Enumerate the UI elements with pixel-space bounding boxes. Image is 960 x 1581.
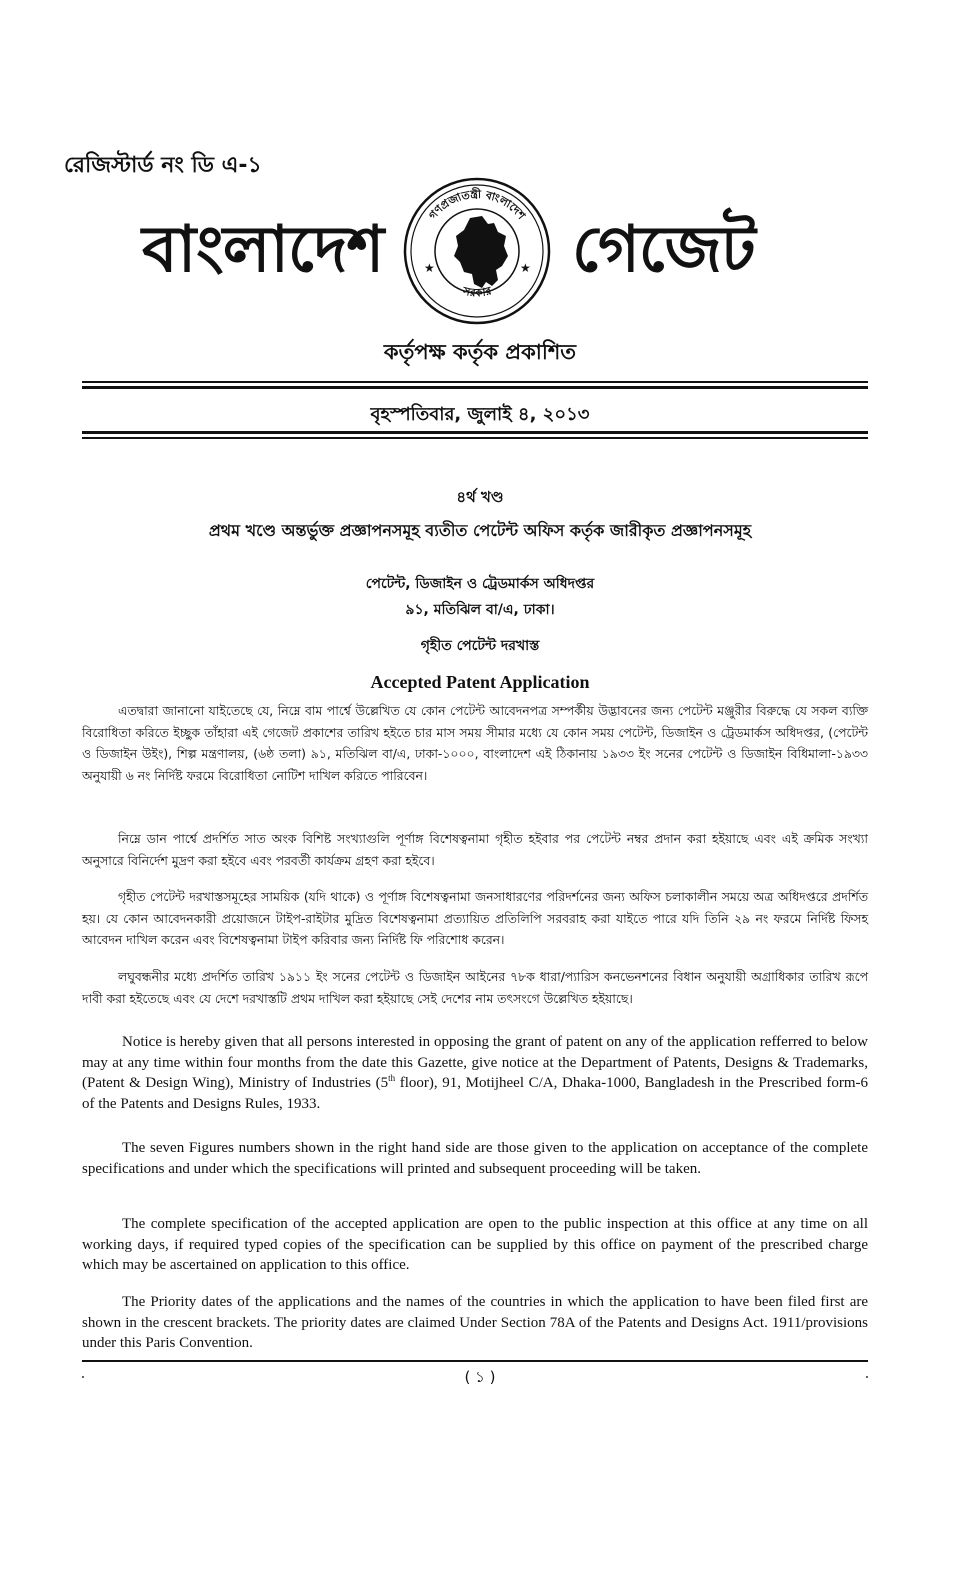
notice-paragraph-bn-2: নিম্নে ডান পার্শ্বে প্রদর্শিত সাত অংক বিশিষ্ট সংখ্যাগুলি পূর্ণাঙ্গ বিশেষত্বনামা গৃহীত হইবার পর পেটেন্ট নম্বর প্রদান করা হইয়াছে এবং এই ক্রমিক সংখ্যা অনুসারে বিনির্দেশ মুদ্রণ করা হইবে এবং পরবর্তী কার্যক্রম গ্রহণ করা হইবে।: [82, 831, 868, 868]
part-subtitle: প্রথম খণ্ডে অন্তর্ভুক্ত প্রজ্ঞাপনসমূহ ব্যতীত পেটেন্ট অফিস কর্তৃক জারীকৃত প্রজ্ঞাপনসমূহ: [208, 521, 752, 540]
office-name: পেটেন্ট, ডিজাইন ও ট্রেডমার্কস অধিদপ্তর: [365, 576, 595, 592]
notice-paragraph-en-1: Notice is hereby given that all persons interested in opposing the grant of patent on any of the application refferred to below may at any time within four months from the date this Gazette, give notice at the Department of Patents, Designs & Trademarks, (Patent & Design Wing), Ministry of Industries (5th floor), 91, Motijheel C/A, Dhaka-1000, Bangladesh in the Prescribed form-6 of the Patents and Designs Rules, 1933.: [82, 1034, 869, 1112]
issue-date: বৃহস্পতিবার, জুলাই ৪, ২০১৩: [370, 404, 590, 425]
notice-paragraph-bn-3: গৃহীত পেটেন্ট দরখাস্তসমূহের সাময়িক (যদি থাকে) ও পূর্ণাঙ্গ বিশেষত্বনামা জনসাধারণের পরিদর্শনের জন্য অফিস চলাকালীন সময়ে অত্র অধিদপ্তরে প্রদর্শিত হয়। যে কোন আবেদনকারী প্রয়োজনে টাইপ-রাইটার মুদ্রিত বিশেষত্বনামা প্রত্যায়িত প্রতিলিপি সরবরাহ করা যাইতে পারে যদি তিনি ২৯ নং ফরমে নির্দিষ্ট ফিসহ আবেদন দাখিল করেন এবং বিশেষত্বনামা টাইপ করিবার জন্য নির্দিষ্ট ফি পরিশোধ করেন।: [82, 889, 868, 947]
seal-bottom-text: সরকার: [461, 284, 493, 300]
footer-rule: [82, 1360, 868, 1362]
page-number: ( ১ ): [464, 1368, 496, 1386]
notice-paragraph-bn-1: এতদ্বারা জানানো যাইতেছে যে, নিম্নে বাম পার্শ্বে উল্লেখিত যে কোন পেটেন্ট আবেদনপত্র সম্পর্কীয় উদ্ভাবনের জন্য পেটেন্ট মঞ্জুরীর বিরুদ্ধে যে সকল ব্যক্তি বিরোধিতা করিতে ইচ্ছুক তাঁহারা এই গেজেট প্রকাশের তারিখ হইতে চার মাস সময় সীমার মধ্যে যে কোন সময় পেটেন্ট, ডিজাইন ও ট্রেডমার্কস অধিদপ্তর, (পেটেন্ট ও ডিজাইন উইং), শিল্প মন্ত্রণালয়, (৬ষ্ঠ তলা) ৯১, মতিঝিল বা/এ, ঢাকা-১০০০, বাংলাদেশ এই ঠিকানায় ১৯৩৩ ইং সনের পেটেন্ট ও ডিজাইন বিধিমালা-১৯৩৩ অনুযায়ী ৬ নং নির্দিষ্ট ফরমে বিরোধিতা নোটিশ দাখিল করিতে পারিবেন।: [82, 703, 868, 783]
heading-bn: গৃহীত পেটেন্ট দরখাস্ত: [420, 638, 540, 654]
notice-paragraph-en-4: The Priority dates of the applications and the names of the countries in which the application to have been filed first are shown in the crescent brackets. The priority dates are claimed Under Section 78A of the Patents and Designs Act. 1911/provisions under this Paris Convention.: [82, 1294, 868, 1351]
notice-paragraph-en-3: The complete specification of the accepted application are open to the public inspection at this office at any time on all working days, if required typed copies of the specification can be supplied by this office on payment of the prescribed charge which may be ascertained on application to this office.: [82, 1216, 868, 1273]
office-address: ৯১, মতিঝিল বা/এ, ঢাকা।: [405, 602, 555, 618]
registered-number: রেজিস্টার্ড নং ডি এ-১: [64, 153, 262, 178]
seal-top-text: গণপ্রজাতন্ত্রী বাংলাদেশ: [426, 187, 528, 222]
government-seal-icon: [402, 176, 552, 326]
svg-text:★: ★: [520, 261, 531, 275]
header-rule-double: [82, 386, 868, 389]
part-number: ৪র্থ খণ্ড: [456, 488, 504, 506]
publisher-byline: কর্তৃপক্ষ কর্তৃক প্রকাশিত: [383, 340, 577, 364]
date-rule-bottom: [82, 437, 868, 439]
notice-paragraph-en-2: The seven Figures numbers shown in the right hand side are those given to the application on acceptance of the complete specifications and under which the specifications will printed and subsequent proceeding will be taken.: [82, 1140, 868, 1177]
gazette-title-bangladesh: বাংলাদেশ: [142, 213, 384, 287]
heading-en: Accepted Patent Application: [370, 672, 590, 692]
header-rule-top: [82, 381, 868, 383]
gazette-title-gazette: গেজেট: [572, 213, 755, 287]
svg-text:সরকার: [460, 284, 493, 300]
date-rule-top: [82, 431, 868, 434]
notice-paragraph-bn-4: লঘুবন্ধনীর মধ্যে প্রদর্শিত তারিখ ১৯১১ ইং সনের পেটেন্ট ও ডিজাইন আইনের ৭৮ক ধারা/প্যারিস কনভেনশনের বিধান অনুযায়ী অগ্রাধিকার তারিখ রূপে দাবী করা হইতেছে এবং যে দেশে দরখাস্তটি প্রথম দাখিল করা হইয়াছে সেই দেশের নাম তৎসংগে উল্লেখিত হইয়াছে।: [82, 969, 868, 1006]
svg-text:★: ★: [424, 261, 435, 275]
